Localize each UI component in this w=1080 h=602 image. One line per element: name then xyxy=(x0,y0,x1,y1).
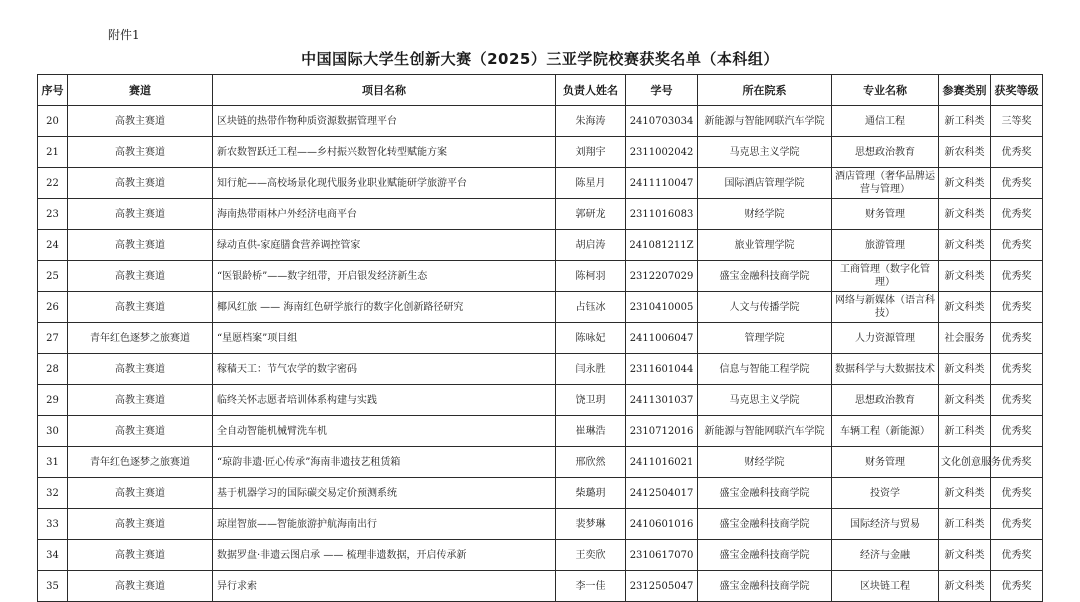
cell-major: 酒店管理（奢华品牌运营与管理） xyxy=(832,168,939,199)
cell-no: 31 xyxy=(38,447,68,478)
cell-track: 青年红色逐梦之旅赛道 xyxy=(68,323,213,354)
cell-student-id: 2411110047 xyxy=(626,168,698,199)
cell-department: 管理学院 xyxy=(698,323,832,354)
cell-track: 高教主赛道 xyxy=(68,199,213,230)
cell-no: 28 xyxy=(38,354,68,385)
cell-award: 优秀奖 xyxy=(991,416,1043,447)
cell-track: 高教主赛道 xyxy=(68,571,213,602)
table-row xyxy=(38,540,1043,571)
document-title: 中国国际大学生创新大赛（2025）三亚学院校赛获奖名单（本科组） xyxy=(301,50,779,68)
cell-department: 国际酒店管理学院 xyxy=(698,168,832,199)
cell-track: 青年红色逐梦之旅赛道 xyxy=(68,447,213,478)
cell-project: 新农数智跃迁工程——乡村振兴数智化转型赋能方案 xyxy=(213,137,556,168)
cell-major: 投资学 xyxy=(832,478,939,509)
cell-student-id: 2311601044 xyxy=(626,354,698,385)
table-row xyxy=(38,354,1043,385)
cell-student-id: 2412504017 xyxy=(626,478,698,509)
cell-category: 新工科类 xyxy=(939,509,991,540)
cell-category: 新文科类 xyxy=(939,385,991,416)
cell-award: 优秀奖 xyxy=(991,199,1043,230)
cell-track: 高教主赛道 xyxy=(68,540,213,571)
table-row xyxy=(38,323,1043,354)
cell-category: 新文科类 xyxy=(939,199,991,230)
cell-award: 优秀奖 xyxy=(991,385,1043,416)
cell-project: “琼韵非遗·匠心传承”海南非遗技艺租赁箱 xyxy=(213,447,556,478)
cell-track: 高教主赛道 xyxy=(68,261,213,292)
cell-award: 优秀奖 xyxy=(991,478,1043,509)
cell-no: 33 xyxy=(38,509,68,540)
cell-category: 新文科类 xyxy=(939,478,991,509)
cell-department: 旅业管理学院 xyxy=(698,230,832,261)
cell-department: 新能源与智能网联汽车学院 xyxy=(698,416,832,447)
cell-major: 工商管理（数字化管理） xyxy=(832,261,939,292)
cell-major: 数据科学与大数据技术 xyxy=(832,354,939,385)
cell-category: 新工科类 xyxy=(939,416,991,447)
cell-no: 32 xyxy=(38,478,68,509)
cell-department: 盛宝金融科技商学院 xyxy=(698,509,832,540)
cell-no: 25 xyxy=(38,261,68,292)
table-row xyxy=(38,261,1043,292)
table-row xyxy=(38,509,1043,540)
cell-no: 24 xyxy=(38,230,68,261)
cell-leader: 郭研龙 xyxy=(556,199,626,230)
cell-department: 新能源与智能网联汽车学院 xyxy=(698,106,832,137)
col-header-department: 所在院系 xyxy=(698,75,832,106)
cell-track: 高教主赛道 xyxy=(68,230,213,261)
cell-track: 高教主赛道 xyxy=(68,106,213,137)
cell-award: 优秀奖 xyxy=(991,323,1043,354)
cell-category: 新文科类 xyxy=(939,230,991,261)
cell-award: 优秀奖 xyxy=(991,540,1043,571)
cell-leader: 陈柯羽 xyxy=(556,261,626,292)
cell-major: 通信工程 xyxy=(832,106,939,137)
cell-track: 高教主赛道 xyxy=(68,385,213,416)
cell-track: 高教主赛道 xyxy=(68,416,213,447)
cell-leader: 崔琳浩 xyxy=(556,416,626,447)
cell-student-id: 2411301037 xyxy=(626,385,698,416)
cell-student-id: 2310410005 xyxy=(626,292,698,323)
cell-major: 区块链工程 xyxy=(832,571,939,602)
cell-major: 旅游管理 xyxy=(832,230,939,261)
cell-project: 稼穑天工：节气农学的数字密码 xyxy=(213,354,556,385)
cell-major: 国际经济与贸易 xyxy=(832,509,939,540)
cell-major: 思想政治教育 xyxy=(832,385,939,416)
cell-track: 高教主赛道 xyxy=(68,509,213,540)
cell-no: 34 xyxy=(38,540,68,571)
cell-student-id: 2410703034 xyxy=(626,106,698,137)
cell-no: 35 xyxy=(38,571,68,602)
cell-no: 29 xyxy=(38,385,68,416)
cell-leader: 闫永胜 xyxy=(556,354,626,385)
col-header-leader: 负责人姓名 xyxy=(556,75,626,106)
cell-project: 数据罗盘·非遗云图启承 —— 梳理非遗数据，开启传承新 xyxy=(213,540,556,571)
table-row xyxy=(38,416,1043,447)
table-header-row xyxy=(38,75,1043,106)
cell-department: 马克思主义学院 xyxy=(698,137,832,168)
cell-project: 全自动智能机械臂洗车机 xyxy=(213,416,556,447)
cell-major: 财务管理 xyxy=(832,199,939,230)
cell-leader: 饶卫玥 xyxy=(556,385,626,416)
table-row xyxy=(38,199,1043,230)
table-row xyxy=(38,571,1043,602)
cell-department: 盛宝金融科技商学院 xyxy=(698,571,832,602)
cell-category: 社会服务 xyxy=(939,323,991,354)
cell-category: 新文科类 xyxy=(939,540,991,571)
cell-department: 盛宝金融科技商学院 xyxy=(698,261,832,292)
table-row xyxy=(38,106,1043,137)
cell-leader: 陈星月 xyxy=(556,168,626,199)
cell-major: 人力资源管理 xyxy=(832,323,939,354)
cell-student-id: 241081211Z xyxy=(626,230,698,261)
cell-no: 21 xyxy=(38,137,68,168)
cell-student-id: 2411006047 xyxy=(626,323,698,354)
table-row xyxy=(38,230,1043,261)
cell-student-id: 2312505047 xyxy=(626,571,698,602)
cell-leader: 陈咏妃 xyxy=(556,323,626,354)
table-row xyxy=(38,292,1043,323)
cell-category: 新工科类 xyxy=(939,106,991,137)
cell-leader: 邢欣然 xyxy=(556,447,626,478)
cell-project: 异行求索 xyxy=(213,571,556,602)
cell-project: 琼崖智旅——智能旅游护航海南出行 xyxy=(213,509,556,540)
cell-major: 车辆工程（新能源） xyxy=(832,416,939,447)
cell-no: 23 xyxy=(38,199,68,230)
cell-category: 新农科类 xyxy=(939,137,991,168)
cell-project: 区块链的热带作物种质资源数据管理平台 xyxy=(213,106,556,137)
cell-project: 基于机器学习的国际碳交易定价预测系统 xyxy=(213,478,556,509)
col-header-no: 序号 xyxy=(38,75,68,106)
cell-award: 优秀奖 xyxy=(991,354,1043,385)
cell-major: 经济与金融 xyxy=(832,540,939,571)
cell-department: 马克思主义学院 xyxy=(698,385,832,416)
cell-leader: 占钰冰 xyxy=(556,292,626,323)
cell-department: 财经学院 xyxy=(698,199,832,230)
table-row xyxy=(38,385,1043,416)
cell-student-id: 2311016083 xyxy=(626,199,698,230)
cell-student-id: 2411016021 xyxy=(626,447,698,478)
cell-award: 优秀奖 xyxy=(991,261,1043,292)
cell-award: 优秀奖 xyxy=(991,230,1043,261)
cell-department: 财经学院 xyxy=(698,447,832,478)
cell-leader: 李一佳 xyxy=(556,571,626,602)
cell-project: 海南热带雨林户外经济电商平台 xyxy=(213,199,556,230)
cell-category: 新文科类 xyxy=(939,292,991,323)
cell-award: 优秀奖 xyxy=(991,168,1043,199)
cell-track: 高教主赛道 xyxy=(68,354,213,385)
col-header-award: 获奖等级 xyxy=(991,75,1043,106)
cell-no: 20 xyxy=(38,106,68,137)
cell-major: 网络与新媒体（语言科技） xyxy=(832,292,939,323)
cell-department: 信息与智能工程学院 xyxy=(698,354,832,385)
cell-major: 财务管理 xyxy=(832,447,939,478)
cell-award: 优秀奖 xyxy=(991,447,1043,478)
cell-leader: 王奕欣 xyxy=(556,540,626,571)
table-row xyxy=(38,168,1043,199)
col-header-category: 参赛类别 xyxy=(939,75,991,106)
cell-award: 三等奖 xyxy=(991,106,1043,137)
cell-leader: 胡启涛 xyxy=(556,230,626,261)
cell-category: 新文科类 xyxy=(939,168,991,199)
cell-track: 高教主赛道 xyxy=(68,137,213,168)
cell-no: 26 xyxy=(38,292,68,323)
cell-no: 27 xyxy=(38,323,68,354)
col-header-student-id: 学号 xyxy=(626,75,698,106)
col-header-track: 赛道 xyxy=(68,75,213,106)
cell-category: 新文科类 xyxy=(939,261,991,292)
attachment-label: 附件1 xyxy=(108,28,140,42)
cell-category: 新文科类 xyxy=(939,354,991,385)
cell-department: 盛宝金融科技商学院 xyxy=(698,540,832,571)
cell-leader: 柴璐玥 xyxy=(556,478,626,509)
cell-project: 椰风红旅 —— 海南红色研学旅行的数字化创新路径研究 xyxy=(213,292,556,323)
cell-project: “星愿档案”项目组 xyxy=(213,323,556,354)
cell-student-id: 2310617070 xyxy=(626,540,698,571)
cell-student-id: 2311002042 xyxy=(626,137,698,168)
cell-department: 盛宝金融科技商学院 xyxy=(698,478,832,509)
table-body xyxy=(38,106,1043,602)
col-header-project: 项目名称 xyxy=(213,75,556,106)
cell-category: 文化创意服务 xyxy=(939,447,991,478)
cell-project: 临终关怀志愿者培训体系构建与实践 xyxy=(213,385,556,416)
cell-leader: 刘翔宇 xyxy=(556,137,626,168)
cell-track: 高教主赛道 xyxy=(68,478,213,509)
award-table xyxy=(37,74,1043,602)
cell-no: 30 xyxy=(38,416,68,447)
cell-award: 优秀奖 xyxy=(991,509,1043,540)
cell-track: 高教主赛道 xyxy=(68,292,213,323)
cell-award: 优秀奖 xyxy=(991,292,1043,323)
cell-no: 22 xyxy=(38,168,68,199)
cell-category: 新文科类 xyxy=(939,571,991,602)
cell-major: 思想政治教育 xyxy=(832,137,939,168)
cell-track: 高教主赛道 xyxy=(68,168,213,199)
table-row xyxy=(38,478,1043,509)
cell-project: 绿动直供-家庭膳食营养调控管家 xyxy=(213,230,556,261)
cell-award: 优秀奖 xyxy=(991,571,1043,602)
cell-leader: 朱海涛 xyxy=(556,106,626,137)
table-row xyxy=(38,137,1043,168)
cell-award: 优秀奖 xyxy=(991,137,1043,168)
cell-student-id: 2312207029 xyxy=(626,261,698,292)
table-row xyxy=(38,447,1043,478)
cell-project: 知行舵——高校场景化现代服务业职业赋能研学旅游平台 xyxy=(213,168,556,199)
cell-leader: 裴梦琳 xyxy=(556,509,626,540)
cell-department: 人文与传播学院 xyxy=(698,292,832,323)
col-header-major: 专业名称 xyxy=(832,75,939,106)
cell-project: “医银龄桥”——数字纽带，开启银发经济新生态 xyxy=(213,261,556,292)
cell-student-id: 2410601016 xyxy=(626,509,698,540)
cell-student-id: 2310712016 xyxy=(626,416,698,447)
